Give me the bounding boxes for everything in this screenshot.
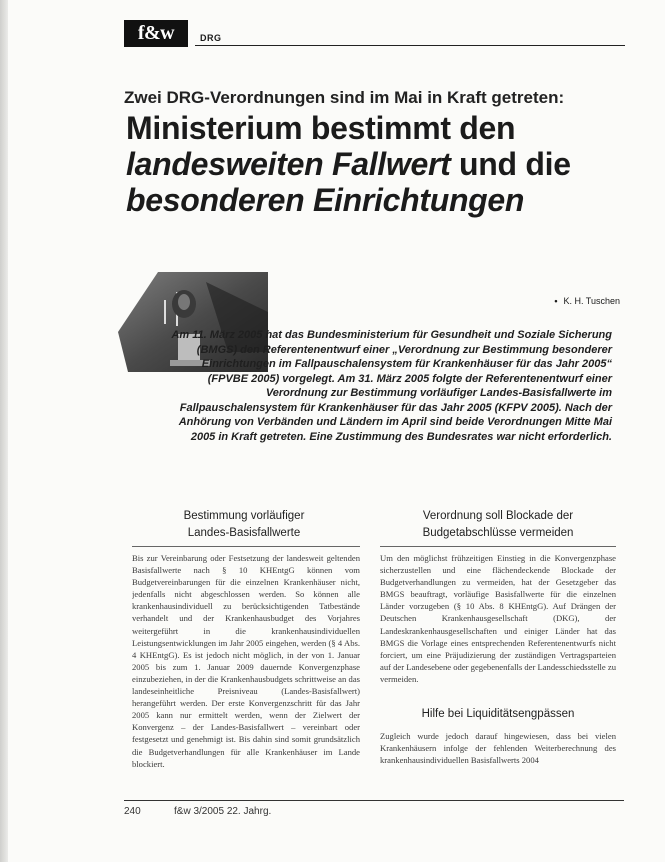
journal-issue: f&w 3/2005 22. Jahrg.: [174, 806, 272, 817]
article-headline: [126, 110, 636, 218]
author-name: K. H. Tuschen: [563, 296, 620, 306]
column2-text-continued: Zugleich wurde jedoch darauf hingewiesen, dass bei vielen Krankenhäusern infolge der fehlenden Weiterberechnung des krankenhausindividuellen Basisfallwerts 2004: [380, 731, 616, 766]
bullet-icon: •: [554, 296, 558, 306]
column1-divider: [132, 546, 360, 547]
headline-line-1: Ministerium bestimmt den: [126, 110, 516, 146]
column2-divider: [380, 546, 616, 547]
column2-heading: [376, 508, 620, 542]
footer-divider: [124, 800, 624, 801]
author-line: [554, 296, 620, 306]
article-lead: Am 11. März 2005 hat das Bundesministerium für Gesundheit und Soziale Sicherung (BMGS) den Referentenentwurf einer „Verordnung zur Bestimmung besonderer Einrichtungen im Fallpauschalensystem für Krankenhäuser für das Jahr 2005“ (FPVBE 2005) vorgelegt. Am 31. März 2005 folgte der Referentenentwurf einer Verordnung zur Bestimmung vorläufiger Landes-Basisfallwerte im Fallpauschalensystem für Krankenhäuser für das Jahr 2005 (KFPV 2005). Nach der Anhörung von Verbänden und Ländern im April sind beide Verordnungen Mitte Mai 2005 in Kraft getreten. Eine Zustimmung des Bundesrates war nicht erforderlich.: [171, 329, 612, 443]
column1-text: Bis zur Vereinbarung oder Festsetzung der landesweit geltenden Basisfallwerte nach § 10 KHEntgG können vom Budgetvereinbarungen für die einzelnen Krankenhäuser nicht, jedenfalls nicht abgeschlossen werden. So können alle krankenhausindividuell zu berücksichtigenden Tatbestände verhandelt und der Krankenhausbudget des Vorjahres weitergeführt in die krankenhausindividuellen Leistungsentwicklungen im Jahr 2005 eingehen, werden (§ 4 Abs. 4 KHEntgG). Es ist jedoch nicht möglich, in der von 1. Januar 2005 bis zum 1. Januar 2009 dauernde Konvergenzphase einzubeziehen, in der die Krankenhausbudgets schrittweise an das landeseinheitliche Preisniveau (Landes-Basisfallwert) herangeführt werden. Der erste Konvergenzschritt für das Jahr 2005 kann nur ermittelt werden, wenn der Zielwert der Konvergenz – der Landes-Basisfallwert – vereinbart oder festgesetzt und genehmigt ist. Bis dahin sind somit grundsätzlich die Budgetverhandlungen für alle Krankenhäuser im Lande blockiert.: [132, 553, 360, 769]
column1-heading-line1: Bestimmung vorläufiger: [183, 510, 305, 522]
column1-heading-line2: Landes-Basisfallwerte: [187, 527, 301, 539]
headline-italic-1: landesweiten Fallwert: [126, 146, 451, 182]
column2-text: Um den möglichst frühzeitigen Einstieg in die Konvergenzphase sicherzustellen und eine flächendeckende Blockade der Budgetverhandlungen zu vermeiden, hat der Gesetzgeber das BMGS beauftragt, vorläufige Basisfallwerte für die einzelnen Länder vorzugeben (§ 10 Abs. 8 KHEntgG). Auf Drängen der Deutschen Krankenhausgesellschaft (DKG), der Landeskrankenhausgesellschaften und einiger Länder hat das BMGS die Vorlage eines entsprechenden Referentenentwurfs nicht forciert, um eine Präjudizierung der zuständigen Vertragsparteien auf der Landesebene oder gegebenenfalls der Landesschiedsstelle zu vermeiden.: [380, 553, 616, 684]
page-number: 240: [124, 806, 141, 817]
headline-italic-2: besonderen Einrichtungen: [126, 182, 525, 218]
column2-heading-line1: Verordnung soll Blockade der: [422, 510, 574, 522]
column1-heading: [124, 508, 364, 542]
column2-heading-line2: Budgetabschlüsse vermeiden: [422, 527, 574, 539]
journal-logo: f&w: [124, 20, 188, 47]
article-kicker: Zwei DRG-Verordnungen sind im Mai in Kraft getreten:: [124, 88, 565, 107]
headline-line-3: [126, 182, 636, 218]
headline-line-2: [126, 146, 636, 182]
headline-line-2-rest: und die: [450, 146, 571, 182]
header-divider: [195, 45, 625, 46]
section-label: DRG: [200, 33, 222, 43]
column2-subheading: Hilfe bei Liquiditätsengpässen: [421, 708, 575, 720]
